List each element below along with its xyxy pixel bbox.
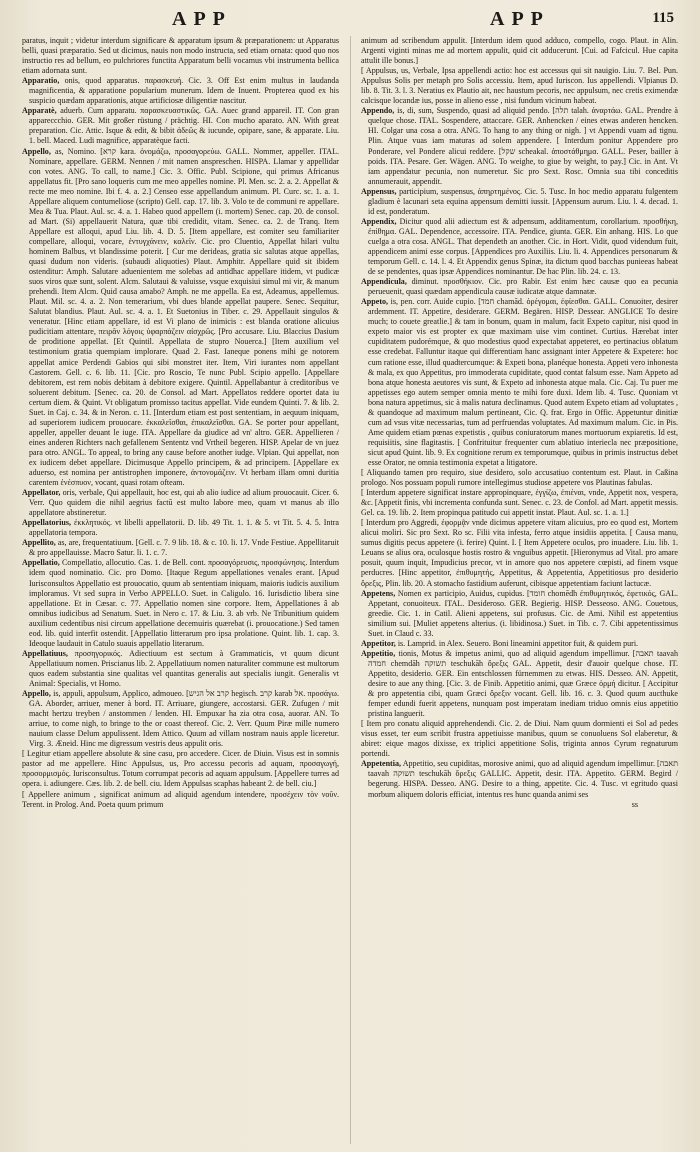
text-columns [22, 36, 678, 1144]
entry-text: participium, suspensus, ἀπηρτημένος. Cic. 5. Tusc. In hoc medio apparatu fulgentem gladium è lacunari seta equina appensum demitti iussit. [Appensum aurum. Liu. l. 4. decad. 1. id est, ponderatum. [368, 186, 678, 216]
dictionary-entry [361, 468, 678, 488]
entry-text: paratus, inquit ; videtur interdum significare & apparatum ipsum & præparationem: ut Apparatus belli, quasi præparatio. Sed ut dicimus, nauis non modo instructa, sed etiam ornata: quod quo nos instructio res ad bellum, eo pulchriores functita Apparatum belli vocamus vbi instrumenta bellica etiam adornata sunt. [22, 36, 339, 76]
dictionary-entry [361, 488, 678, 518]
entry-text: is. Lamprid. in Alex. Seuero. Boni lineamini appetitor fuit, & quidem puri. [397, 638, 639, 648]
entry-text: is, pen. corr. Auide cupio. [חמד chamād. ὀρέγομαι, ἐφίεσθαι. GALL. Conuoiter, desirer ardemment. IT. Appetire, desiderare. GERM. Begären. HISP. Dessear. ANGLICE To desire much; to couete greatlie.] & tam in bonum, quam in malum, facit Expeto capitur, nisi quod in expeto maior vis est propter ex quæ maximam uise vim continet. Curtius. Hærebat inter cupiditatem pudorémque, & quo modestius quod expectabat appeteret, eo pertinacius oblatum esse credebat. Falluntur itaque qui differentiam hanc assignant inter Appetere & Expetere: hoc cum ratione esse, illud quadtercumque: & Expeti bona, planéque honesta. Appeti vero inhonesta & mala, ex quo Appetitus, pro immoderata cupiditate, quod contat falsum esse. Nam Appeto ad bona atque honesta aeutores vis sunt, & Expeto ad inhonesta atque mala. Cic. Caj. Tu puer me appetisses ego autem semper omnia mento te mihi fore duxi. Idem lib. 4. Tusc. Quoniam vt bona natura appetimus, sic à malis natura declinamus. Quod autem Expeto etiam ad voluptates , & quandoque ad maximum malum pertineant, Cic. Q. frat. Ergo in Offic. Appetuntur dinitiæ cum ad vsus vitæ necessarias, tum ad perfruendas voluptates. Ad maximum malum. Cic. in Pis. Ame quidem etiam pœnas expetistis , quibus coniuratorum manes mortuorum expiaretis. Id est, requisiitis, sine flagitastis. [ Confrituitur frequenter cum ablatiuo interiecla nec præpositione, sicut apud Quint. lib. 9. Ex cognitione rerum ex temporumque, quibus in primis instructus debet esse Orator, ne omnia testimonia expetat a litigatore. [368, 297, 678, 467]
entry-headword: Appellito, [22, 538, 56, 548]
column-divider [350, 36, 351, 1144]
entry-text: [ Interdum appetere significat instare appropinquare, ἐγγίζω, ἐπιέναι, vnde, Appetit nox, vespera, &c. [Appetit finis, vbi incrementa confunda sunt. Senec. c. 23. de Confol. ad Mart. appetit messis. Gel. ca. 19. lib. 2. Item propinqua patitudo cui appetit instat. Plaut. Aul. sc. 1. a. 1.] [361, 488, 678, 518]
running-head-right: APP [490, 8, 550, 30]
dictionary-entry [361, 639, 678, 649]
page-header [22, 6, 678, 36]
dictionary-entry [22, 518, 339, 538]
dictionary-entry [361, 719, 678, 759]
entry-text: Nomen ex participio, Auidus, cupidus. [חומד chomēdh ἐπιθυμητικός, ἐφετικός, GAL. Appetant, conuoiteux. ITAL. Desideroso. GER. Begierig. HISP. Desseoso. ANG. Couetous, greedie. Cic. 1. in Catil. Alieni appetens, sui profusus. Cic. de Ami. Nihil est appetentius similium sui. [Muliet appetens alterius. (i. libidinosa.) Suet. in Tib. c. 7. Cibi appetentissimus Suet. in Claud c. 33. [368, 588, 678, 638]
entry-headword: Appetitor, [361, 638, 396, 648]
catchword: ss [631, 799, 638, 809]
entry-text: animum ad scribendum appulit. [Interdum idem quod adduco, compello, cogo. Plaut. in Alin. Argenti viginti minas me ad mortem appulit, quid cit adducerunt. [Cui. ad Fafcicul. Hue capita attulit ille bonus.] [361, 36, 678, 66]
entry-text: [ Item pro conatu aliquid apprehendendi. Cic. 2. de Diui. Nam quum dormienti ei Sol ad pedes visus esset, ter eum scribit frustra appetiuisse manibus, quum se conuoluens Sol elaberetur, & abiret: eique magos dixisse, ex triplici appetitione Solis, triginta annos Cyrum regnaturum portendi. [361, 719, 678, 759]
entry-headword: Appellator, [22, 488, 61, 498]
entry-headword: Appetitio, [361, 648, 396, 658]
entry-headword: Apparatè, [22, 106, 57, 116]
entry-text: oris, verbale, Qui appellauit, hoc est, qui ab alio iudice ad alium prouocauit. Cicer. 6. Verr. Quo quidem die nihil aegrius factū est multo labore meo, quam vt manus ab illo appellatore abstineretur. [29, 488, 339, 518]
entry-text: aduerb. Cum apparatu. παρασκευαστικῶς. GA. Auec grand appareil. IT. Con gran appareccchio. GER. Mit großer rüstung / prächtig. HI. Con mucho aparato. AN. With great preparation. Cic. Attic. Isque & edit, & bibit ἀδεῶς & iucunde, opipare, sane, & apparate. Liu. 1. bell. Maced. Ludi magnifice, apparatèque facti. [29, 106, 339, 146]
dictionary-entry [22, 36, 339, 76]
dictionary-entry [22, 649, 339, 689]
dictionary-entry [22, 106, 339, 146]
dictionary-entry [361, 187, 678, 217]
entry-text: Appetitio, seu cupiditas, morosive animi, quo ad aliquid agendum impellimur. [תאבה taavah תשוקה teschukāh ὄρεξις GALLIC. Appetit, desir. ITA. Appetito. GERM. Begird / begerung. HISPA. Desseo. ANG. Desire to a thing, appetite. Cic. 4. Tusc. vt egritudo quasi morbum aliquem doloris efficiat, intentus res hunc quanda animi ses [368, 759, 678, 799]
dictionary-entry [361, 649, 678, 719]
dictionary-entry [22, 749, 339, 789]
entry-text: [ Legitur etiam appellere absolute & sine casu, pro accedere. Cicer. de Diuin. Visus est in somnis pastor ad me appellere. Hinc Appulsus, us, Pro accessu pecoris ad aquam, προσαγωγή, προσορμισμός. Iurisconsultus. Totum corrumpat pecoris ad aquam appulsum. [Appellere turres ad opera. i. adiungere. Cæs. lib. 2. de bell. ciu. Idem Appulsas scaphas habeant 2. de bell. ciu.] [22, 749, 339, 789]
entry-headword: Appello, [22, 689, 51, 699]
entry-headword: Apparatio, [22, 76, 60, 86]
dictionary-entry [361, 589, 678, 639]
entry-headword: Appendo, [361, 106, 395, 116]
entry-text: as, are, frequentatiuum. [Gell. c. 7. 9 lib. 18. & c. 10. li. 17. Vnde Festiue. Appellitaruit & pro appellauisse. Macro Satur. li. 1. c. 7. [29, 538, 339, 558]
dictionary-entry [361, 36, 678, 66]
entry-headword: Appetentia, [361, 759, 402, 769]
entry-headword: Appellatorius, [22, 518, 71, 528]
entry-headword: Appendix, [361, 216, 397, 226]
dictionary-entry [361, 217, 678, 277]
running-head-left: APP [172, 8, 232, 30]
dictionary-entry [361, 106, 678, 186]
entry-text: onis, quod apparatus. παρασκευή. Cic. 3. Off Est enim multus in laudanda magnificentia, & apparatione popularium munerum. Idem de Inuent. Propterea quod ex his suspicio quædam apparationis, atque artificiosæ diligentiæ nascitur. [29, 76, 339, 106]
dictionary-entry [22, 538, 339, 558]
dictionary-entry [22, 76, 339, 106]
dictionary-entry [361, 277, 678, 297]
entry-headword: Appello, [22, 146, 51, 156]
entry-text: [ Aliquando tamen pro requiro, siue desidero, solo accusatiuo contentum est. Plaut. in Caßina prologo. Nos possuam populi rumore intellegimus studiose appetere vos Plautinas fabulas. [361, 468, 678, 488]
dictionary-entry [361, 297, 678, 468]
dictionary-entry [361, 759, 678, 799]
entry-text: diminut. προσθήκιον. Cic. pro Rabir. Est enim hæc causæ quo ea pecunia perueuenit, quasi quædam appendicula causæ iudicatæ atque damnatæ. [368, 277, 678, 297]
entry-text: [ Appulsus, us, Verbale, Ipsa appellendi actio: hoc est accessus qui sit nauigio. Liu. 7. Bel. Pun. Appulsus Solis per metaph pro Solis accessiu. Item, apud Iuriscon. Ius appellendi. Vlpianus D. lib. 8. Tit. 3. l. 3. Neratius ex Plautio ait, nec haustum pecoris, nec appulsum, nec cretis eximendæ calcisque locandæ ius, posse in alieno esse , nisi fundum vicinum habeat. [361, 66, 678, 106]
entry-text: Dicitur quod alii adiectum est & adpensum, additamentum, corollarium. προσθήκη, ἐπίθημα. GAL. Dependence, accessoire. ITA. Pendice, giunta. GER. Ein anhang. HIS. Lo que cuelga a otra cosa. ANGL. That dependeth an another. Cic. in Hort. Vidit, quod videndum fuit, appendicem animi esse corpus. [Appendices pro Auxiliis. Liu. li. 4. Appendices personarum & temporum Gell. c. 14. l. 4. Et Appendix genus Spinæ, ita dictum quod bacchas punieeas habeat de se pendentes, quas ipsæ Appendices nominantur. De hac Plin. lib. 24. c. 13. [368, 216, 678, 277]
entry-headword: Appendicula, [361, 277, 407, 287]
entry-text: as, Nomino. [קרא kara. ὀνομάζω, προσαγορεύω. GALL. Nommer, appeller. ITAL. Nominare, appellare. GERM. Nennen / mit namen anspreschen. HISPA. Llamar y appellidar con votes. ANG. To call, to name.] Cic. 3. Offic. Publ. Scipione, qui primus Africanus appellatus fit. [Pro sano loqueris cum me meo appelles nomine. Pl. Men. sc. 2. a. 2. Appellat & recte me meo nomine. Ibi f. 4. a. 2.] Censeo esse appellandum animum. Pl. Curc. sc. 1. a. 1. Appellare aliquem contumeliose (scripto) Gell. cap. 17. lib. 3. Volo te de communi re appellare. Mea & Tua. Plaut. Aul. sc. 4. a. 1. Habeo quod appellem (i. mortem) Senec. cap. 20. de consol. ad Mart. (Si) appellauerit Natura, quæ tibi credidit, vitam. Senec. ca. 2. de Tranq. Item Appellare est alloqui, apud Liu. lib. 4. D. 5. [Item appellare, est comiter seu familiariter compellare, alloqui, vocare, ἐντυγχάνειν, καλεῖν. Cic. pro Cluentio, Appellat hilari vultu hominem Balbus, vt blandissime poterit. [ Cur me derideas, gratia sic salutas atque appellas, quasi dudum non videris. (subaudi aliquoties) Plaut. Amphitr. Appellare quid sit ibidem ostenditur: Amph. Salutare aduenientem me solebas ad antidhac appellare itidem, vt pudicæ suos viros quæ sunt, solent. Alcm. Salutaui & valuisse, vsque exquisiui simul mi vir, & manum prehendi. Item Alcm. Quid causa amabo? Amph. ne me appella. Ea est, Adeamus, appellemus. Plaut. Mil. sc. 4. a. 2. Non temerarium, vbi dues blande appellat paupere. Senec. Sequitur, Salutat blandius. Plaut. Aul. sc. 4. a. 1. Et Suetonius in Tiber. c. 29. Appellauit singulos & veneratur. [Hinc etiam appellare, id est Vi plano de inimicis : est blanda oratione alicuius pudicitiam attentare, πειρᾶν λόγοις ὑφαρπάζειν αἰσχρῶς. [Pro accusare. Liu. Blaccius Dasium de proditione appellat. [Et Quintil. Appellata de stupro Nouerca.] [Item auxilium vel testimonium gratia quempiam implorare. Quad 2. Fast. Ianeque ponens mihi ge notorem appellat amice Perdendi Gabios qui sibi monstret iter. Item, Viri iurantes nom appellant Castorem. Gell. c. 6. lib. 11. [Cic. pro Roscio, Te nunc Publ. Scipio appello. [Appellare debitorem, est rem nobis debitam à debitore exigere. Quintil. Appellabantur à creditoribus ve soluerent debitum. [Senec. ca. 20. de Consol. ad Mart. Appellatos reddere oportet data iu certum diem. & Quint. Vt obligatum promisso tacitus appellat. Vide eundem Quinti. 7. & lib. 2. Suet. in Caj. c. 34. & in Neron. c. 11. [Interdum etiam est post sententiam, in aequum iniquam, ad superiorem iudicem prouocare. ἐκκαλεῖσθαι, ἐπικαλεῖσθαι. GA. Se porter pour appellant, appeller, appeller deuant le iuge. ITA. Appellare da giudice ad vn' altro. GER. Appellieren / eines anderen Richters nach gefallenem Sententz vnd Vrtheil begeren. HISP. Apelar de vn juez para otro. ANGL. To appeal, to bring any cause before another iudge. Vlpian. Qui appellat, non ex iudicem debet appellare. Dicimusque Appello principem, & ad principem. [Appellare ex aduerso, est nomina per antistrophen imponere, ἀντονομάζειν. Vt herbam illam omni duritia carentem ἐνέσπυον, vocant, quasi rotam ofteam. [29, 146, 339, 488]
entry-headword: Appensus, [361, 186, 397, 196]
entry-text: tionis, Motus & impetus animi, quo ad aliquid agendum impellimur. [תאבה taavah חמדה chemdāh תשוקה teschukāh ὄρεξις GAL. Appetit, desir d'auoir quelque chose. IT. Appetito, desiderio. GER. Ein entschlossen fürnemmen zu etwas. HIS. Desseo. AN. Appetit, desire to aue any thing. [Cic. 3. de Finib. Appetitio animi, quæ Græce ὁρμή dicitur. [ Accipitur & pro appetentia cibi, quam Græci ὄρεξιν vocant. Gell. lib. 16. c. 3. Quod quum aucthuke femper edundi fuerit appetens, nunquam post imperatam inediam triduo omnis eius appetitio pristina languerit. [368, 648, 678, 719]
entry-text: is, appuli, appulsum, Applico, admoueo. [קרב אל הגיש hegisch. קרב karab אל. προσάγω. GA. Aborder, arriuer, mener à bord. IT. Arriuare, giungere, accostarsi. GER. Zufugen / mit macht hertzu treyben / anstommen / lenden. HI. Empuxar ha zia otra cosa, auorar. AN. To arriue, to come nigh, to bringe to the or coast thereof. Cic. 2. Verr. Quum Piræ mille numero nauium classe Delum appulissent. Idem Attico. Quum ad villam nostram nauis apple liceretur. Virg. 3. Æneid. Hinc me digressum vestris deus appulit oris. [29, 689, 339, 749]
entry-text: [ Appellere animum , significat animum ad aliquid agendum intendere, προσέχειν τὸν νοῦν. Terent. in Prolog. And. Poeta quum primum [22, 789, 339, 809]
entry-headword: Appeto, [361, 297, 389, 307]
dictionary-entry [22, 790, 339, 810]
entry-text: ἐκκλητικός. vt libelli appellatorii. D. lib. 49 Tit. 1. 1. & 5. vt Tit. 5. 4. 5. Intra appellatoria tempora. [29, 518, 339, 538]
entry-text: is, di, sum, Suspendo, quasi ad aliquid pendo. [תלה talah. ἀναρτάω. GAL. Prendre à quelque chose. ITAL. Sospendere, attaccare. GER. Anhencken / eines etwas anderen hencken. HI. Colgar una cosa a otra. ANG. To hang to any thing or nigh. ] vt Appendi vuam ad tignu. Plin. Atque vuas iam maturas ad solem appendere. [ Interdum ponitur Appendere pro Ponderare, vel Pondere alicui reddere. [שקל scheakal. ἀποστάθμημα. GALL. Peser, bailler à poids. ITA. Pesare. Ger. Wägen. ANG. To weighe, to giue by weight, to pay.] Cic. in Ant. Vt iam appendatur pecunia, non numeretur. Sic pro Sext. Rosc. Omnia sua tibi conceditis annumerauit, appendit. [368, 106, 678, 186]
dictionary-entry [22, 147, 339, 489]
dictionary-entry [22, 689, 339, 749]
dictionary-entry [22, 488, 339, 518]
left-column [22, 36, 339, 1144]
dictionary-entry [22, 558, 339, 648]
entry-headword: Appellatio, [22, 558, 60, 568]
dictionary-entry [361, 518, 678, 588]
entry-text: Compellatio, allocutio. Cas. 1. de Bell. cont. προσαγόρευσις, προσφώνησις. Interdum idem quod nominatio. Cic. pro Domo. [Itaque Regum appellationes venales erant. [Apud Iurisconsultos Appellatio est prouocatio, quum ab sententiam iniquam, maioris iudicis auxilium imploramus. Vt sed supra in Verbo APPELLO. Suet. in Caligulo. 16. Iurisdictio libera sine appellatione. Et in Cæsar. c. 77. Appellatio nomen sine corpore. Item, Appellationes â ab omnibus iudicibus ad Senatum. Suet. in Nero c. 17. & Liu. 3. ab vrb. Ne Tribunitium quidem auxilium cedentibus nisi circum appellatione decemuiris quærebat (i. prouocatione.) Sed tamen eod. lib. quid interfit ostendit. [Appellatio litterarum pro ipsa prolatione. Quint. lib. 1. cap. 3. Ideoque laudauit in Catulo suauis appellatio literarum. [29, 558, 339, 648]
entry-text: [ Interdum pro Aggredi, ἐφορμᾷν vnde dicimus appetere vitam alicuius, pro eo quod est, Mortem alicui moliri. Sic pro Sext. Ro sc. Filii vita infesta, ferro atque insidiis appetita. [ Causa manu, sumus digitis pecus appetere (i. ferire) Quint. I. [ Item Appetere oculos, pro inuadere. Liu. lib. 1. Leuans se alius ora, oculosque hostis rostro & vnguibus appetit. [Hieronymus ad Vital. pro amare posuit, quum inquit, Impudicius precor, vt in amore quo nos appetere cœpisti, ad finem vsque perducres. [Hinc appetitor, ἐπιθυμητής, Appetitus, & Appetentia, Appetitiosus pro desiderio ὄρεξις, Plin. lib. 20. A stomacho fastidium auferunt, cibisque appetentiam faciunt lactucæ. [361, 518, 678, 588]
entry-text: προσηγορικός. Adiectiuum est sectum à Grammaticis, vt quum dicunt Appellatiuum nomen. Priscianus lib. 2. Appellatiuum nomen naturaliter commune est multorum quos eadem substantia sine qualitas vel quantitas generalis aut specialis iungit. Generalis vt Animal: Specialis, vt Homo. [29, 648, 339, 688]
right-column [361, 36, 678, 1144]
entry-headword: Appetens, [361, 588, 396, 598]
dictionary-entry [361, 66, 678, 106]
page-number: 115 [652, 10, 674, 26]
entry-headword: Appellatiuus, [22, 648, 68, 658]
